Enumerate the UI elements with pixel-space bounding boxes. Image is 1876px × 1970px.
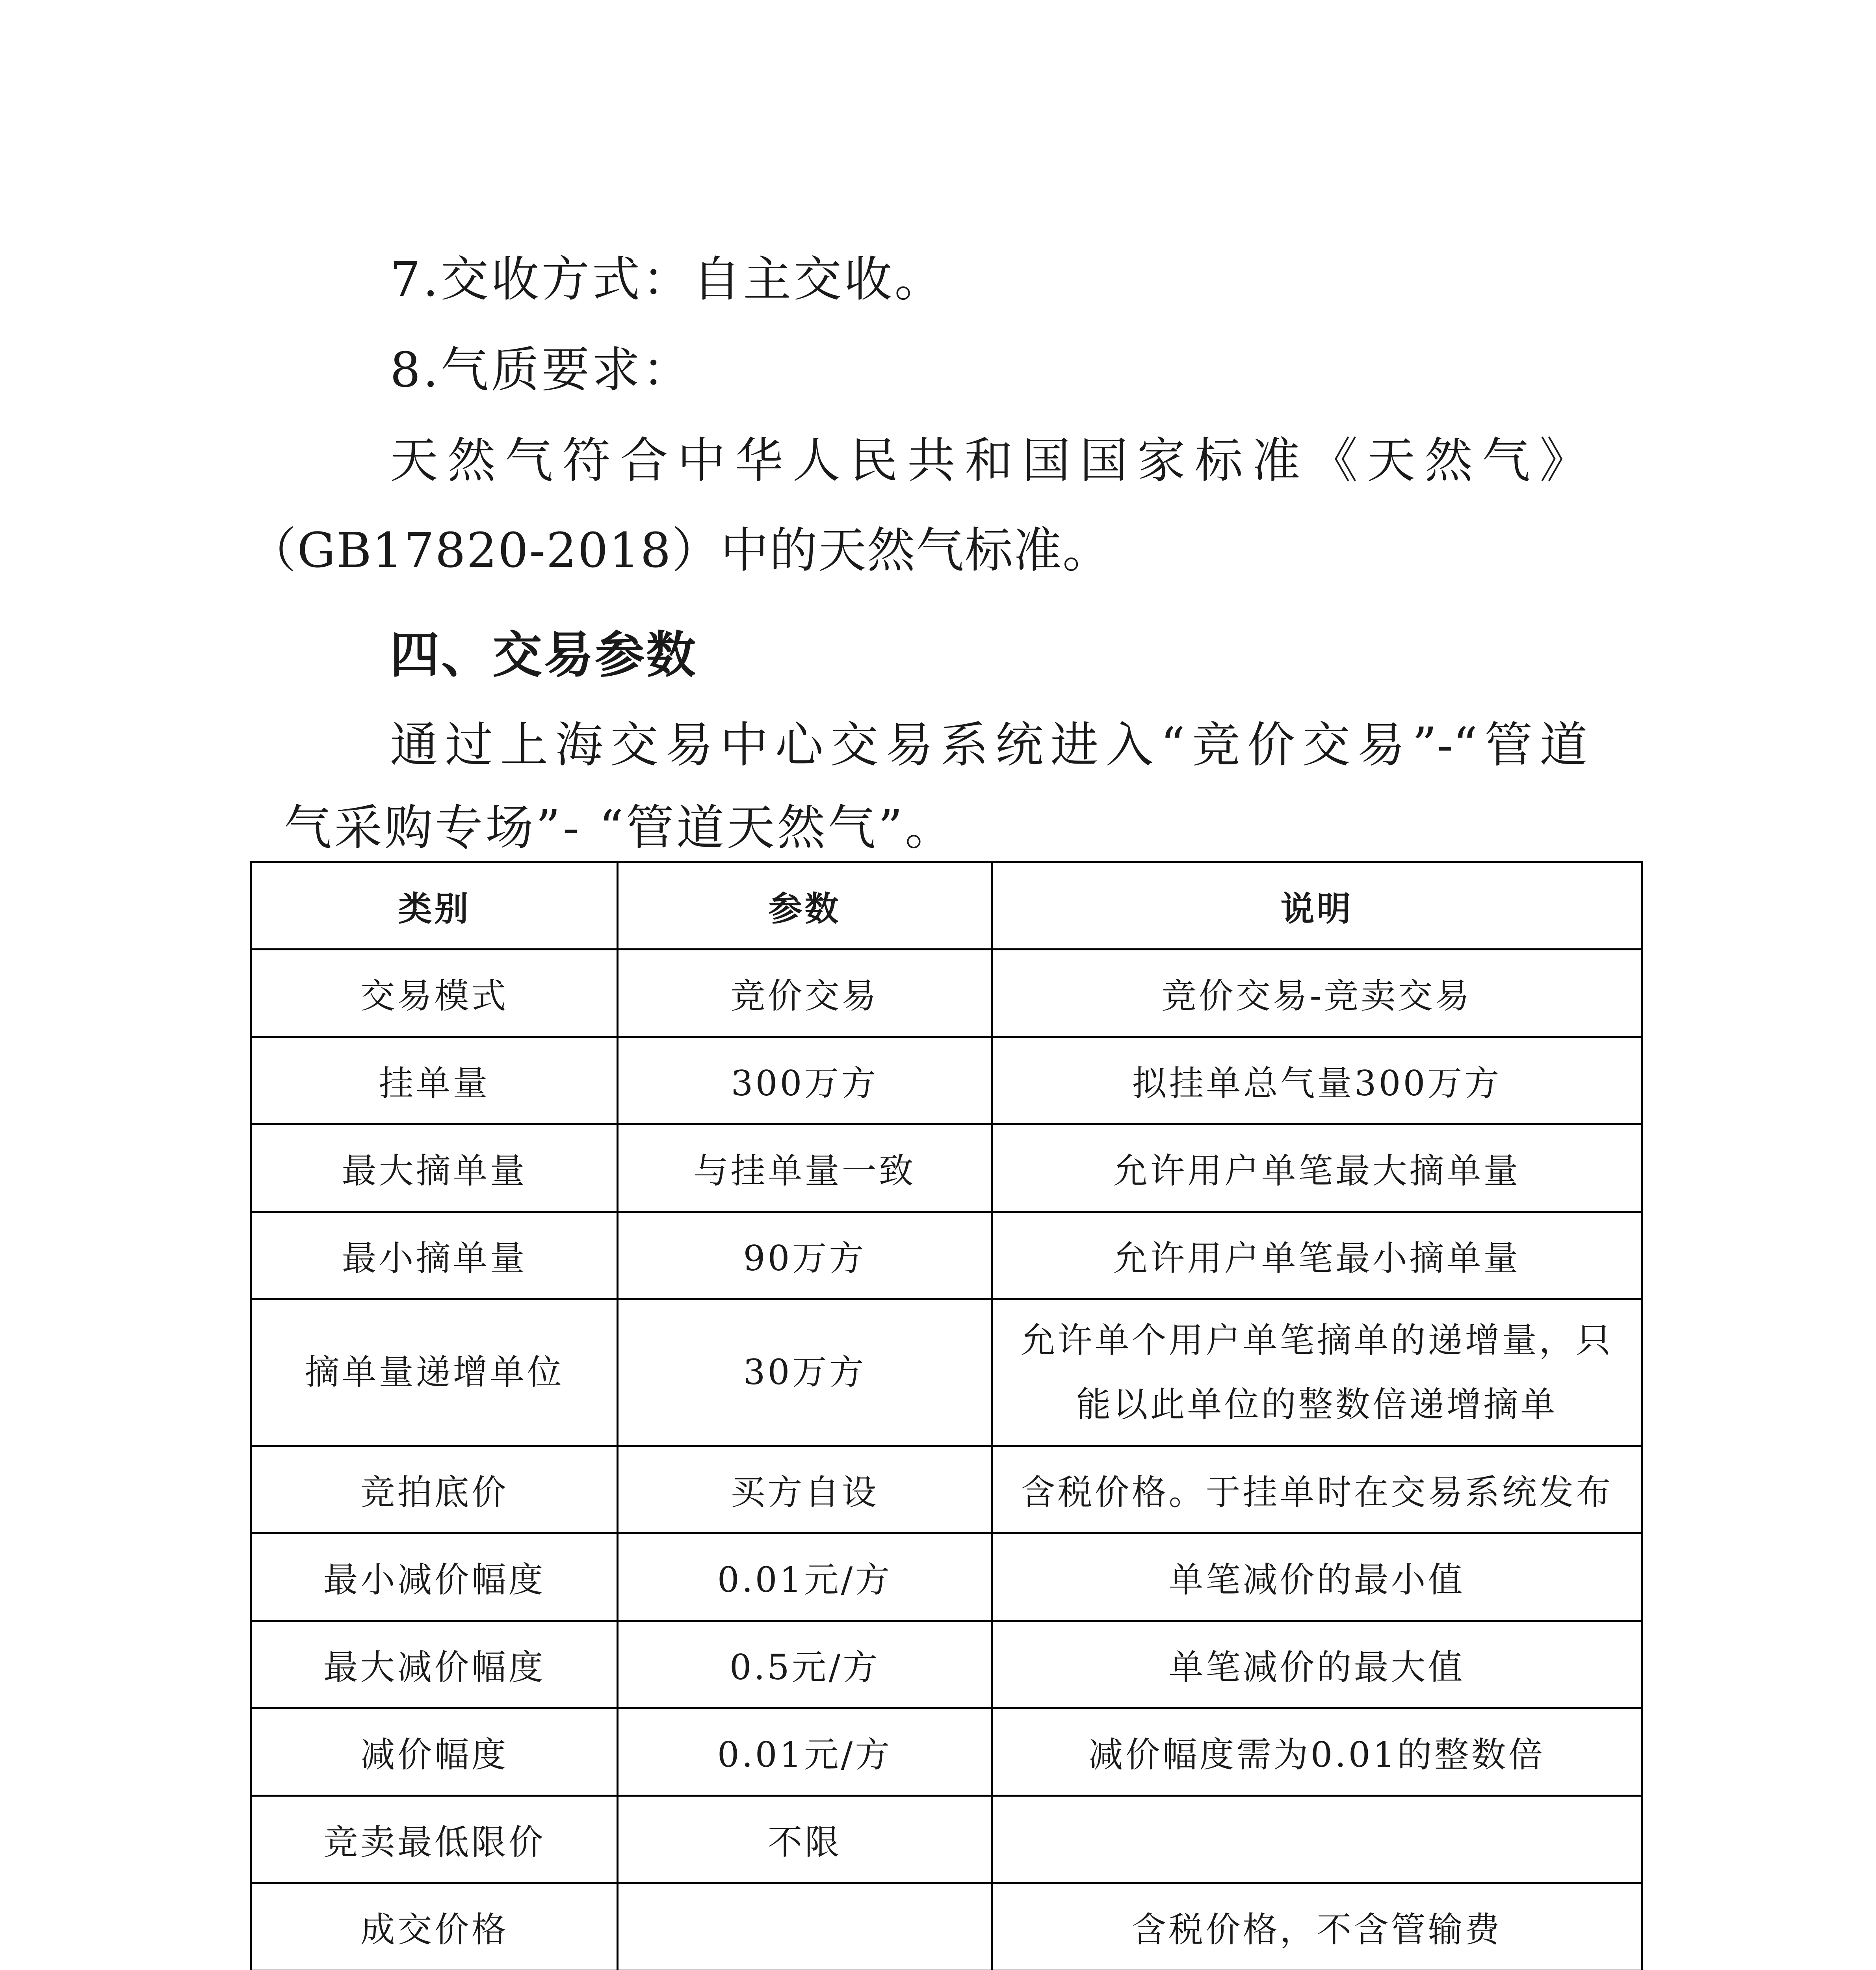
cell-note: 减价幅度需为0.01的整数倍	[992, 1708, 1642, 1796]
table-row	[251, 1883, 1642, 1970]
cell-parameter: 竞价交易	[618, 950, 992, 1037]
table-row	[251, 1037, 1642, 1124]
item-7-delivery: 7.交收方式：自主交收。	[390, 251, 945, 307]
cell-category: 竞拍底价	[251, 1446, 618, 1533]
cell-note: 拟挂单总气量300万方	[992, 1037, 1642, 1124]
gas-standard-line-1: 天然气符合中华人民共和国国家标准《天然气》	[390, 433, 1588, 489]
intro-line-1: 通过上海交易中心交易系统进入“竞价交易”-“管道	[390, 717, 1588, 773]
table-row	[251, 1299, 1642, 1446]
cell-note: 单笔减价的最小值	[992, 1533, 1642, 1621]
cell-note	[992, 1299, 1642, 1446]
cell-category: 最大减价幅度	[251, 1621, 618, 1708]
cell-category: 摘单量递增单位	[251, 1299, 618, 1446]
table-row	[251, 1124, 1642, 1212]
cell-note: 含税价格。于挂单时在交易系统发布	[992, 1446, 1642, 1533]
cell-category: 交易模式	[251, 950, 618, 1037]
cell-note: 允许用户单笔最大摘单量	[992, 1124, 1642, 1212]
cell-parameter: 买方自设	[618, 1446, 992, 1533]
table-row	[251, 1212, 1642, 1299]
cell-parameter: 90万方	[618, 1212, 992, 1299]
header-category: 类别	[251, 862, 618, 950]
table-row	[251, 1621, 1642, 1708]
cell-note: 含税价格，不含管输费	[992, 1883, 1642, 1970]
header-parameter: 参数	[618, 862, 992, 950]
item-8-gas-quality: 8.气质要求：	[390, 342, 693, 398]
cell-category: 竞卖最低限价	[251, 1796, 618, 1883]
table-row	[251, 1708, 1642, 1796]
table-row	[251, 1533, 1642, 1621]
cell-parameter: 0.01元/方	[618, 1533, 992, 1621]
table-row	[251, 950, 1642, 1037]
cell-category: 最小摘单量	[251, 1212, 618, 1299]
trading-parameters-table	[250, 861, 1643, 1970]
cell-parameter: 0.01元/方	[618, 1708, 992, 1796]
cell-parameter	[618, 1883, 992, 1970]
cell-note	[992, 1796, 1642, 1883]
cell-category: 最大摘单量	[251, 1124, 618, 1212]
table-row	[251, 1446, 1642, 1533]
cell-note-line-1: 允许单个用户单笔摘单的递增量，只	[1020, 1320, 1613, 1360]
table-row	[251, 1796, 1642, 1883]
cell-parameter: 0.5元/方	[618, 1621, 992, 1708]
cell-note-line-2: 能以此单位的整数倍递增摘单	[1076, 1384, 1558, 1425]
gas-standard-line-2: （GB17820-2018）中的天然气标准。	[248, 522, 1111, 578]
section-heading-trading-parameters: 四、交易参数	[390, 626, 697, 684]
cell-category: 挂单量	[251, 1037, 618, 1124]
intro-line-2: 气采购专场”- “管道天然气”。	[284, 800, 956, 856]
cell-parameter: 30万方	[618, 1299, 992, 1446]
header-note: 说明	[992, 862, 1642, 950]
cell-note: 竞价交易-竞卖交易	[992, 950, 1642, 1037]
cell-parameter: 300万方	[618, 1037, 992, 1124]
cell-note: 单笔减价的最大值	[992, 1621, 1642, 1708]
cell-category: 成交价格	[251, 1883, 618, 1970]
cell-category: 减价幅度	[251, 1708, 618, 1796]
cell-note: 允许用户单笔最小摘单量	[992, 1212, 1642, 1299]
table-header-row	[251, 862, 1642, 950]
cell-category: 最小减价幅度	[251, 1533, 618, 1621]
cell-parameter: 不限	[618, 1796, 992, 1883]
cell-parameter: 与挂单量一致	[618, 1124, 992, 1212]
